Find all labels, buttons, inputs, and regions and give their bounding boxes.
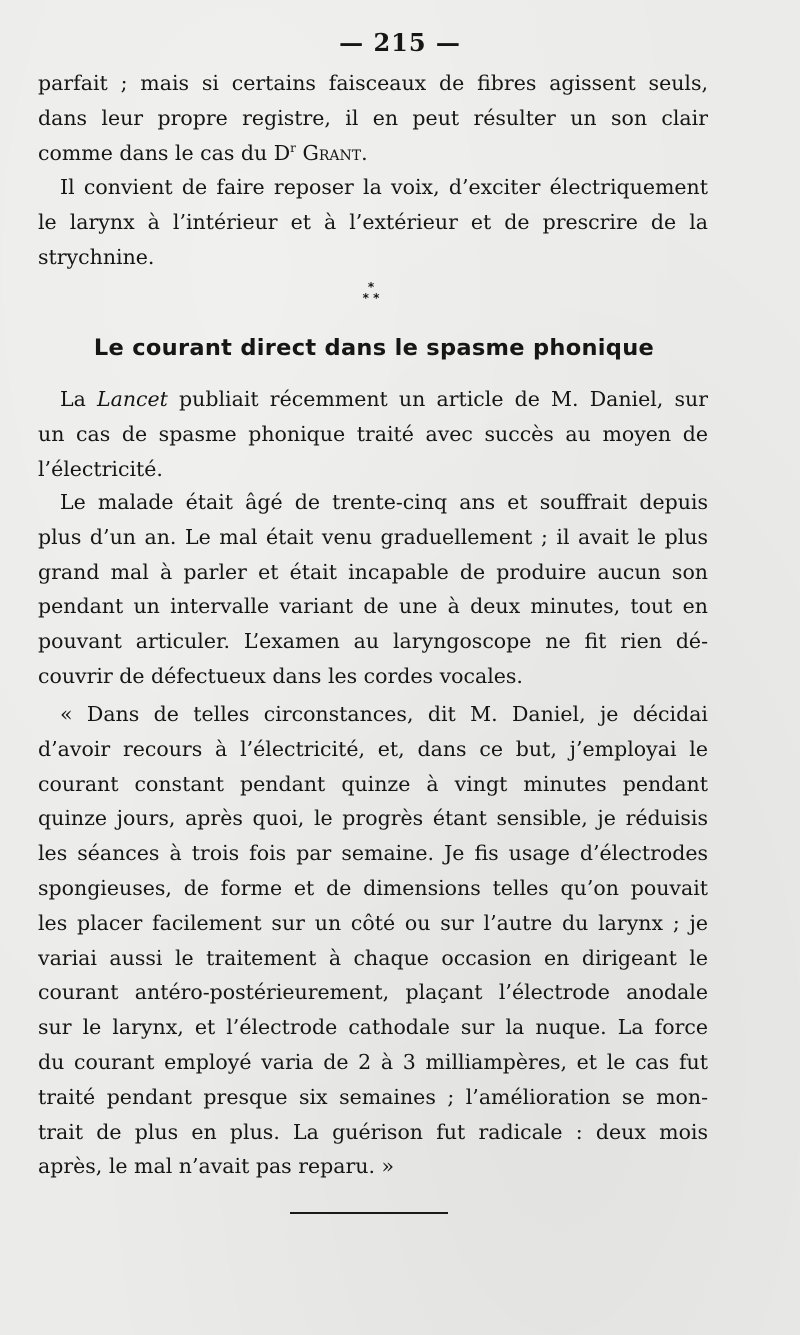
paragraph-1-line-1: parfait ; mais si certains faisceaux de fibres agissent seuls,: [38, 71, 708, 95]
paragraph-3-line-3: l’électricité.: [38, 456, 163, 481]
paragraph-5-line-9: courant antéro-postérieurement, plaçant l’électrode anodale: [38, 980, 708, 1005]
page-number: — 215 —: [339, 28, 461, 57]
paragraph-5-line-1: « Dans de telles circonstances, dit M. Daniel, je décidai: [60, 702, 708, 726]
paragraph-5-line-7: les placer facilement sur un côté ou sur l’autre du larynx ; je: [38, 910, 708, 935]
doctor-name: Grant: [302, 140, 362, 165]
paragraph-4: [38, 485, 708, 694]
paragraph-5-line-8: variai aussi le traitement à chaque occasion en dirigeant le: [38, 945, 708, 970]
journal-name: Lancet: [97, 387, 168, 411]
section-heading: Le courant direct dans le spasme phonique: [93, 335, 655, 361]
end-rule: [290, 1212, 448, 1214]
paragraph-5-line-6: spongieuses, de forme et de dimensions telles qu’on pouvait: [38, 875, 708, 900]
paragraph-1-line-2: dans leur propre registre, il en peut résulter un son clair: [38, 105, 708, 130]
paragraph-1-line-3: [38, 136, 708, 171]
paragraph-3-line-1-after: publiait récemment un article de M. Daniel, sur: [167, 387, 708, 411]
paragraph-3-line-1-before: La: [60, 387, 97, 411]
paragraph-2-line-2: le larynx à l’intérieur et à l’extérieur et de prescrire de la: [38, 209, 708, 234]
paragraph-3-line-2: un cas de spasme phonique traité avec succès au moyen de: [38, 421, 708, 446]
paragraph-1: [38, 66, 708, 170]
paragraph-5-line-5: les séances à trois fois par semaine. Je fis usage d’électrodes: [38, 841, 708, 866]
paragraph-2-line-3: strychnine.: [38, 244, 155, 269]
doctor-name-period: .: [361, 140, 368, 165]
paragraph-5-line-14: après, le mal n’avait pas reparu. »: [38, 1154, 395, 1179]
paragraph-1-line-3-text: comme dans le cas du: [38, 140, 274, 165]
paragraph-4-line-5: pouvant articuler. L’examen au laryngoscope ne fit rien dé-: [38, 629, 708, 654]
paragraph-5-line-2: d’avoir recours à l’électricité, et, dans ce but, j’employai le: [38, 736, 708, 761]
paragraph-5-line-10: sur le larynx, et l’électrode cathodale sur la nuque. La force: [38, 1015, 708, 1040]
paragraph-5-line-13: trait de plus en plus. La guérison fut radicale : deux mois: [38, 1119, 708, 1144]
paragraph-5-line-11: du courant employé varia de 2 à 3 milliampères, et le cas fut: [38, 1049, 708, 1074]
separator-top-star: *: [367, 280, 375, 294]
paragraph-5-line-12: traité pendant presque six semaines ; l’amélioration se mon-: [38, 1084, 708, 1109]
paragraph-3-line-1: [38, 382, 708, 417]
paragraph-4-line-6: couvrir de défectueux dans les cordes vocales.: [38, 663, 523, 688]
doctor-abbrev: D: [273, 140, 291, 165]
paragraph-4-line-1: Le malade était âgé de trente-cinq ans et souffrait depuis: [60, 490, 708, 514]
paragraph-2-line-1: Il convient de faire reposer la voix, d’exciter électriquement: [60, 175, 708, 199]
paragraph-4-line-3: grand mal à parler et était incapable de produire aucun son: [38, 559, 708, 584]
paragraph-4-line-2: plus d’un an. Le mal était venu graduellement ; il avait le plus: [38, 524, 708, 549]
paragraph-5-line-3: courant constant pendant quinze à vingt minutes pendant: [38, 771, 708, 796]
doctor-abbrev-sup: r: [290, 140, 296, 155]
paragraph-5-line-4: quinze jours, après quoi, le progrès étant sensible, je réduisis: [38, 806, 708, 831]
paragraph-3: [38, 382, 708, 486]
paragraph-2: [38, 170, 708, 274]
paragraph-4-line-4: pendant un intervalle variant de une à deux minutes, tout en: [38, 594, 708, 619]
separator-bottom-stars: * *: [362, 291, 380, 305]
paragraph-5: [38, 697, 708, 1184]
section-separator: [0, 282, 742, 304]
